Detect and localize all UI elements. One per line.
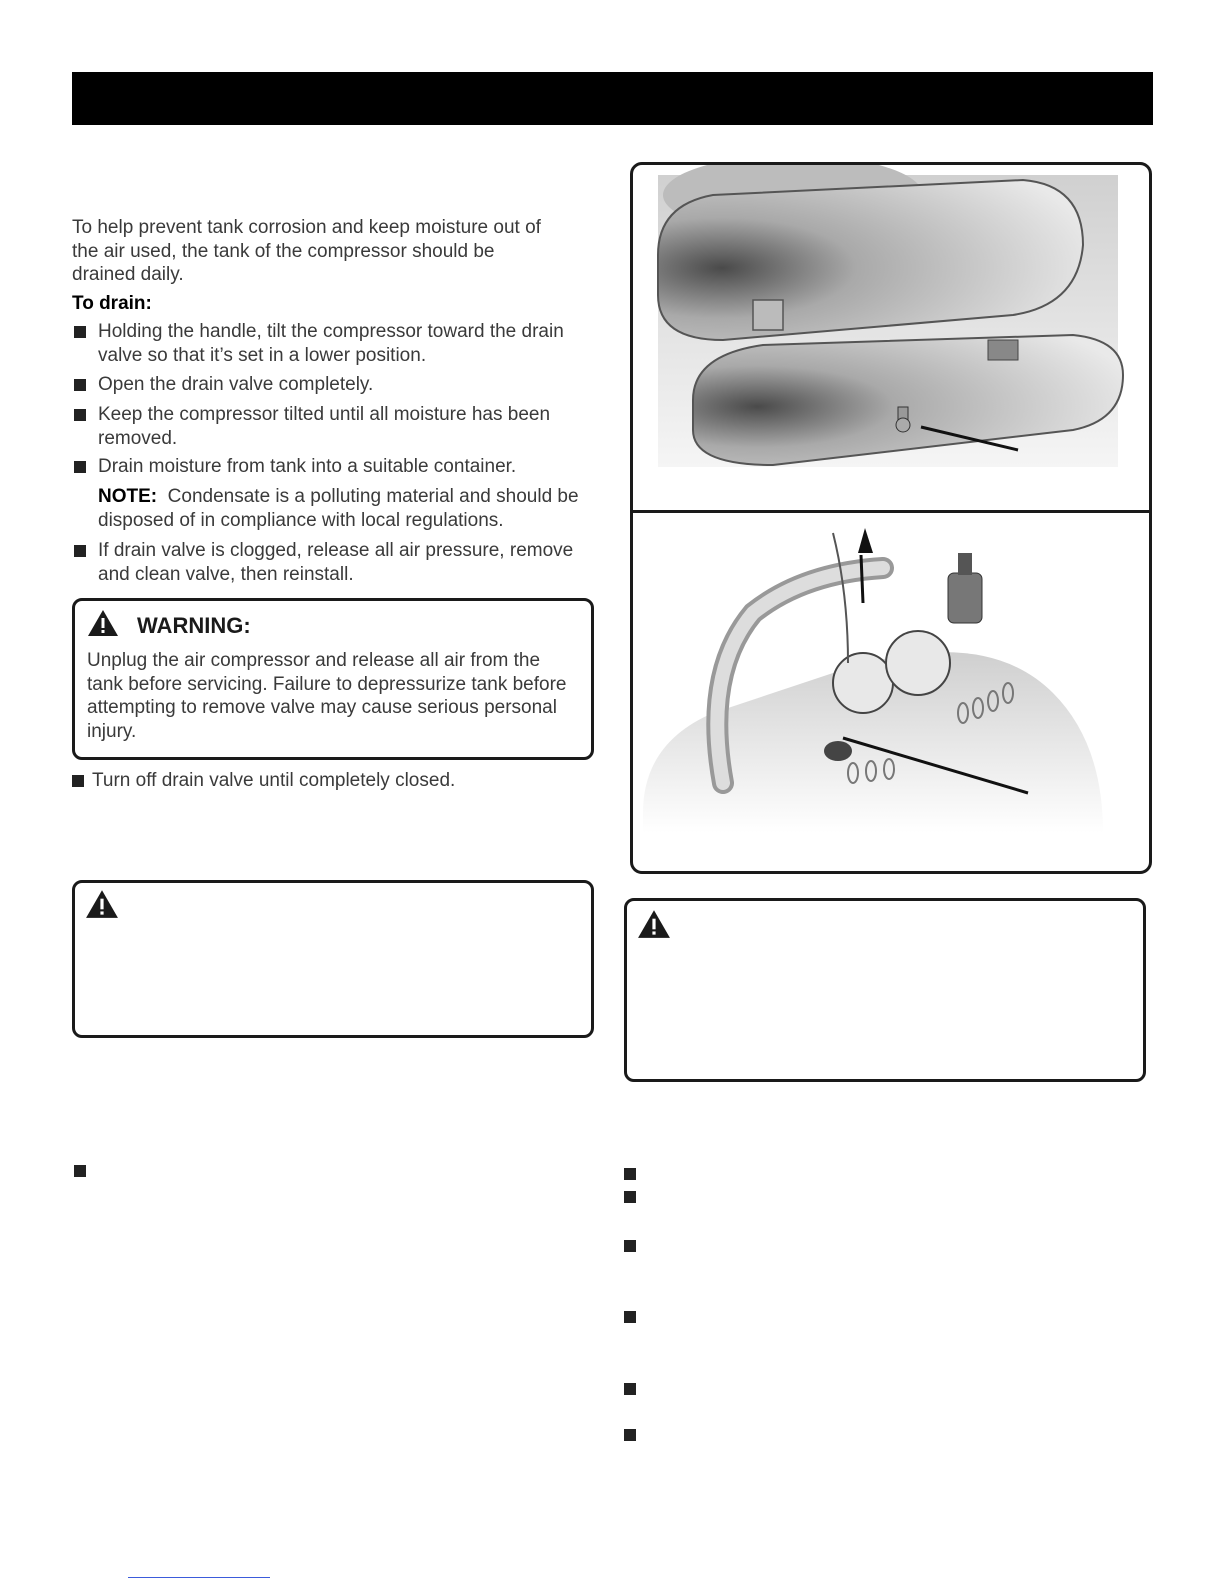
warning-triangle-icon bbox=[87, 609, 119, 637]
bullet-square-icon bbox=[74, 409, 86, 421]
warning-text: Unplug the air compressor and release all air from the tank before servicing. Failure to depressurize tank before attempting to remove valve may cause serious personal injury. bbox=[87, 650, 567, 742]
bullet-square-icon bbox=[624, 1168, 636, 1180]
bullet-square-icon bbox=[74, 1165, 86, 1177]
warning-triangle-icon bbox=[85, 889, 119, 919]
warning-title: WARNING: bbox=[137, 613, 251, 638]
step-text: If drain valve is clogged, release all air pressure, remove and clean valve, then reinstall. bbox=[98, 540, 574, 585]
step-text: Keep the compressor tilted until all moisture has been removed. bbox=[98, 404, 551, 449]
note-text: Condensate is a polluting material and should be disposed of in compliance with local regulations. bbox=[98, 486, 579, 531]
note-paragraph bbox=[98, 485, 598, 532]
footer-link-underline[interactable] bbox=[128, 1577, 270, 1578]
bullet-square-icon bbox=[74, 326, 86, 338]
bullet-square-icon bbox=[624, 1191, 636, 1203]
warning-triangle-icon bbox=[637, 909, 671, 939]
section-header-bar bbox=[72, 72, 1153, 125]
bullet-square-icon bbox=[72, 775, 84, 787]
bullet-square-icon bbox=[74, 461, 86, 473]
bullet-square-icon bbox=[74, 379, 86, 391]
step-text: Drain moisture from tank into a suitable container. bbox=[98, 456, 517, 477]
drain-heading: To drain: bbox=[72, 293, 152, 314]
warning-box-blank-right bbox=[624, 898, 1146, 1082]
step-text: Turn off drain valve until completely closed. bbox=[92, 770, 456, 791]
bullet-square-icon bbox=[624, 1383, 636, 1395]
step-text: Open the drain valve completely. bbox=[98, 374, 374, 395]
note-label: NOTE: bbox=[98, 486, 158, 507]
bullet-square-icon bbox=[624, 1240, 636, 1252]
compressor-gauge-illustration bbox=[633, 513, 1149, 869]
bullet-square-icon bbox=[624, 1311, 636, 1323]
bullet-square-icon bbox=[74, 545, 86, 557]
warning-box bbox=[72, 598, 594, 760]
warning-box-blank bbox=[72, 880, 594, 1038]
step-text: Holding the handle, tilt the compressor toward the drain valve so that it’s set in a lower position. bbox=[98, 321, 564, 366]
compressor-tank-illustration bbox=[633, 165, 1149, 507]
intro-paragraph: To help prevent tank corrosion and keep moisture out of the air used, the tank of the compressor should be drained daily. bbox=[72, 217, 541, 285]
bullet-square-icon bbox=[624, 1429, 636, 1441]
figure-panel bbox=[630, 162, 1152, 874]
